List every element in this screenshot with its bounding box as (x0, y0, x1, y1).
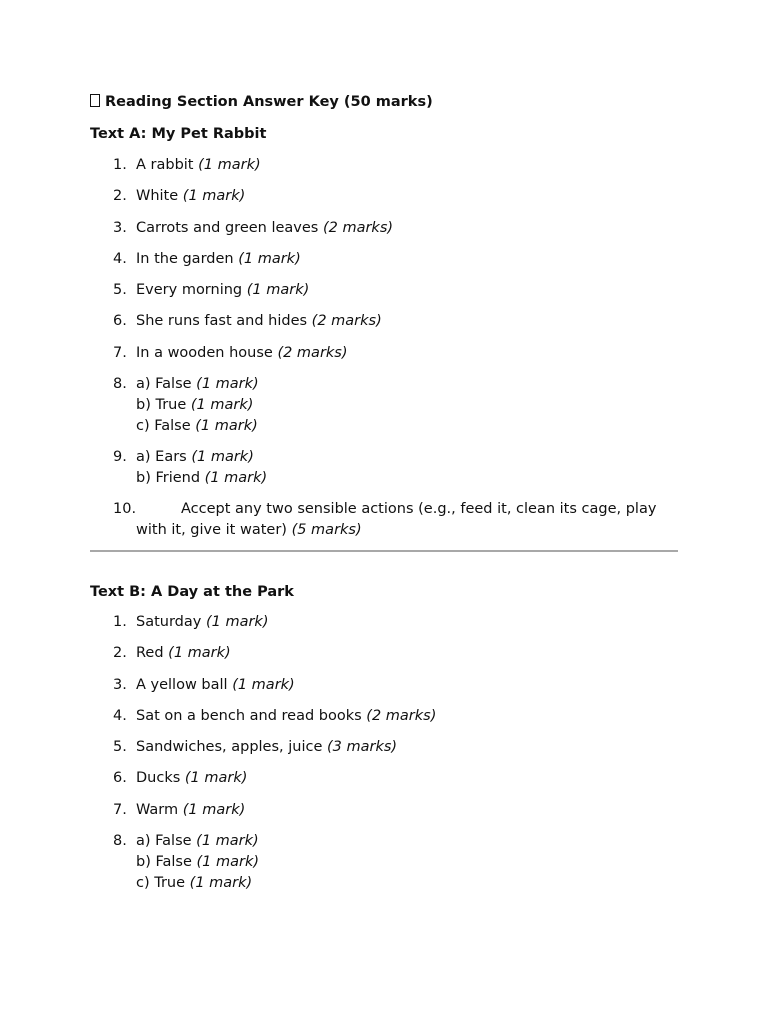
answer-line (136, 155, 678, 176)
answer-text: She runs fast and hides (136, 313, 312, 330)
answer-marks: (2 marks) (277, 344, 348, 361)
answer-item (0, 218, 768, 239)
answer-line (136, 468, 678, 489)
answer-line (136, 343, 678, 364)
answer-marks: (1 mark) (195, 417, 258, 434)
answer-text: a) Ears (136, 448, 192, 465)
answer-line (136, 831, 678, 852)
answer-line (136, 186, 678, 207)
answer-number: 4. (113, 707, 127, 724)
answer-item (0, 675, 768, 696)
answer-item (0, 831, 768, 893)
answer-line (136, 675, 678, 696)
answer-marks: (1 mark) (198, 157, 261, 173)
answer-item (0, 447, 768, 489)
answer-number: 1. (113, 614, 127, 630)
answer-number: 3. (113, 676, 127, 693)
answer-text: Sandwiches, apples, juice (136, 739, 327, 756)
answer-list-text-a (0, 155, 768, 551)
answer-item (0, 706, 768, 727)
answer-marks: (1 mark) (191, 448, 254, 465)
answer-text: a) False (136, 376, 197, 393)
answer-item (0, 499, 768, 541)
answer-list-text-b (0, 612, 768, 904)
answer-item (0, 311, 768, 332)
answer-number: 2. (113, 188, 127, 205)
answer-marks: (1 mark) (196, 376, 259, 393)
answer-number: 6. (113, 313, 127, 330)
answer-number: 3. (113, 219, 127, 236)
answer-text: c) True (136, 874, 190, 891)
answer-line (136, 218, 678, 239)
answer-item (0, 737, 768, 758)
answer-marks: (2 marks) (322, 219, 394, 236)
answer-item (0, 800, 768, 821)
answer-number: 2. (113, 645, 127, 662)
answer-marks: (5 marks) (291, 521, 362, 538)
answer-text: Ducks (136, 770, 185, 787)
answer-text: a) False (136, 833, 197, 850)
answer-number: 5. (113, 739, 127, 756)
answer-marks: (2 marks) (311, 313, 382, 330)
answer-number: 6. (113, 770, 127, 787)
answer-text: Every morning (136, 282, 247, 299)
answer-text: Carrots and green leaves (136, 219, 323, 236)
answer-line (136, 249, 678, 270)
answer-line (136, 706, 678, 727)
answer-marks: (1 mark) (182, 188, 246, 205)
answer-marks: (1 mark) (232, 676, 295, 693)
answer-line (136, 374, 678, 395)
answer-text: b) Friend (136, 469, 205, 486)
answer-line (136, 852, 678, 873)
answer-item (0, 768, 768, 789)
answer-marks: (1 mark) (204, 469, 268, 486)
answer-text: Saturday (136, 614, 206, 630)
answer-number: 7. (113, 801, 127, 818)
answer-marks: (1 mark) (246, 282, 310, 299)
answer-line (136, 311, 678, 332)
answer-item (0, 612, 768, 633)
answer-text: b) True (136, 396, 191, 413)
page-title (90, 92, 433, 112)
answer-text: Accept any two sensible actions (e.g., feed it, clean its cage, play with it, give it water) (136, 501, 657, 538)
answer-number: 5. (113, 282, 127, 299)
answer-text: In a wooden house (136, 344, 278, 361)
answer-marks: (1 mark) (196, 853, 260, 870)
answer-marks: (3 marks) (327, 739, 398, 756)
answer-number: 9. (113, 448, 127, 465)
answer-number: 4. (113, 250, 127, 267)
answer-number: 10. (113, 501, 137, 518)
answer-line (136, 768, 678, 789)
answer-marks: (1 mark) (196, 833, 259, 850)
answer-text: Red (136, 645, 169, 662)
answer-text: c) False (136, 417, 196, 434)
section-heading-text-a: Text A: My Pet Rabbit (90, 126, 267, 142)
answer-marks: (1 mark) (238, 250, 301, 267)
answer-text: Sat on a bench and read books (136, 707, 367, 724)
answer-number: 8. (113, 376, 127, 393)
answer-line (136, 416, 678, 437)
answer-item (0, 643, 768, 664)
answer-marks: (1 mark) (190, 396, 254, 413)
section-heading-text-b: Text B: A Day at the Park (90, 584, 294, 600)
answer-text: A rabbit (136, 157, 199, 173)
answer-item (0, 343, 768, 364)
answer-line (136, 643, 678, 664)
answer-item (0, 155, 768, 176)
answer-text: b) False (136, 853, 197, 870)
answer-text: A yellow ball (136, 676, 233, 693)
section-divider (90, 550, 678, 552)
answer-marks: (1 mark) (205, 614, 269, 630)
answer-item (0, 186, 768, 207)
answer-line (136, 499, 678, 541)
answer-marks: (2 marks) (366, 707, 437, 724)
answer-marks: (1 mark) (189, 874, 253, 891)
answer-line (136, 873, 678, 894)
answer-number: 8. (113, 833, 127, 850)
answer-line (136, 395, 678, 416)
page-icon (90, 94, 100, 107)
answer-item (0, 374, 768, 436)
answer-marks: (1 mark) (182, 801, 246, 818)
answer-item (0, 280, 768, 301)
answer-line (136, 612, 678, 633)
answer-number: 7. (113, 344, 127, 361)
answer-text: Warm (136, 801, 183, 818)
answer-line (136, 800, 678, 821)
answer-marks: (1 mark) (168, 645, 231, 662)
answer-number: 1. (113, 157, 127, 173)
answer-marks: (1 mark) (184, 770, 248, 787)
answer-line (136, 447, 678, 468)
page-title-text: Reading Section Answer Key (50 marks) (105, 94, 433, 110)
answer-line (136, 737, 678, 758)
answer-line (136, 280, 678, 301)
answer-text: White (136, 188, 183, 205)
answer-item (0, 249, 768, 270)
answer-text: In the garden (136, 250, 239, 267)
